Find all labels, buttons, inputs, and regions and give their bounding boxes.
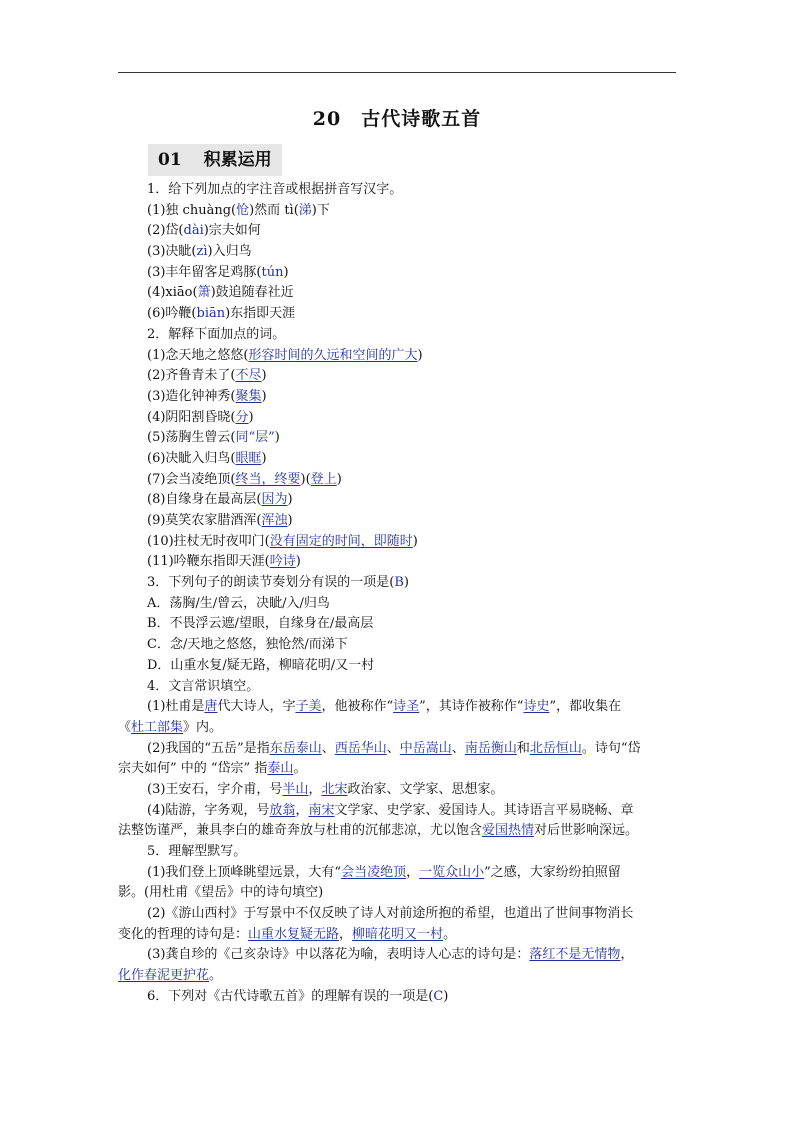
q4-paragraph-2: (2)我国的“五岳”是指东岳泰山、西岳华山、中岳嵩山、南岳衡山和北岳恒山。诗句“岱: [147, 740, 641, 756]
q3-option: D．山重水复/疑无路，柳暗花明/又一村: [147, 657, 375, 673]
section-heading: [148, 144, 282, 176]
question-3-stem: 3．下列句子的朗读节奏划分有误的一项是(B): [147, 575, 409, 591]
q2-item: (6)决眦入归鸟(眼眶): [147, 450, 267, 466]
q3-option: C．念/天地之悠悠，独怆然/而涕下: [147, 637, 348, 653]
q5-paragraph-3-cont: 化作春泥更护花。: [118, 968, 223, 984]
q2-item: (4)阴阳割昏晓(分): [147, 409, 254, 425]
question-6-stem: 6．下列对《古代诗歌五首》的理解有误的一项是(C): [147, 988, 449, 1004]
q5-paragraph-1-cont: 影。(用杜甫《望岳》中的诗句填空): [118, 885, 324, 901]
question-4-stem: 4．文言常识填空。: [147, 678, 260, 694]
q2-item: (11)吟鞭东指即天涯(吟诗): [147, 554, 301, 570]
q3-answer: B: [394, 575, 404, 591]
q1-item: (4)xiāo(箫)鼓追随春社近: [147, 285, 294, 301]
q2-item: (7)会当凌绝顶(终当，终要)(登上): [147, 471, 342, 487]
question-2-stem: 2．解释下面加点的词。: [147, 326, 286, 342]
page-title: 20 古代诗歌五首: [312, 108, 482, 130]
q1-item: (2)岱(dài)宗夫如何: [147, 223, 261, 239]
q4-paragraph-2-cont: 宗夫如何” 中的 “岱宗” 指泰山。: [118, 761, 307, 777]
q4-paragraph-3: (3)王安石，字介甫，号半山，北宋政治家、文学家、思想家。: [147, 781, 504, 797]
q4-paragraph-1-cont: 《杜工部集》内。: [118, 719, 223, 735]
q2-item: (1)念天地之悠悠(形容时间的久远和空间的广大): [147, 347, 423, 363]
q4-paragraph-1: (1)杜甫是唐代大诗人，字子美，他被称作“诗圣”，其诗作被称作“诗史”，都收集在: [147, 699, 622, 715]
header-rule: [118, 72, 676, 73]
q1-item: (3)决眦(zì)入归鸟: [147, 244, 252, 260]
section-label: 积累运用: [203, 150, 272, 170]
exercise-content: [118, 180, 676, 1008]
q1-item: (1)独 chuàng(怆)然而 tì(涕)下: [147, 202, 330, 218]
q3-option: A．荡胸/生/曾云，决眦/入/归鸟: [147, 595, 330, 611]
q4-paragraph-4-cont: 法整饬谨严，兼具李白的雄奇奔放与杜甫的沉郁悲凉，尤以饱含爱国热情对后世影响深远。: [118, 823, 639, 839]
question-5-stem: 5．理解型默写。: [147, 844, 247, 859]
q5-paragraph-2-cont: 变化的哲理的诗句是：山重水复疑无路，柳暗花明又一村。: [118, 926, 457, 942]
q2-item: (8)自缘身在最高层(因为): [147, 492, 293, 508]
q5-paragraph-2: (2)《游山西村》于写景中不仅反映了诗人对前途所抱的希望，也道出了世间事物消长: [147, 906, 634, 922]
q3-option: B．不畏浮云遮/望眼，自缘身在/最高层: [147, 616, 374, 632]
q2-item: (5)荡胸生曾云(同“层”): [147, 430, 280, 446]
question-1-stem: 1．给下列加点的字注音或根据拼音写汉字。: [147, 182, 403, 197]
q2-item: (10)拄杖无时夜叩门(没有固定的时间，即随时): [147, 533, 418, 549]
q1-item: (6)吟鞭(biān)东指即天涯: [147, 306, 296, 322]
q2-item: (2)齐鲁青未了(不尽): [147, 368, 267, 384]
q6-answer: C: [433, 988, 444, 1004]
q4-paragraph-4: (4)陆游，字务观，号放翁，南宋文学家、史学家、爱国诗人。其诗语言平易晓畅、章: [147, 802, 634, 818]
q1-item: (3)丰年留客足鸡豚(tún): [147, 264, 289, 280]
q5-paragraph-3: (3)龚自珍的《己亥杂诗》中以落花为喻，表明诗人心志的诗句是：落红不是无情物，: [147, 947, 634, 963]
section-number: 01: [158, 150, 182, 170]
q5-paragraph-1: (1)我们登上顶峰眺望远景，大有“会当凌绝顶，一览众山小”之感，大家纷纷拍照留: [147, 864, 621, 880]
q2-item: (3)造化钟神秀(聚集): [147, 388, 267, 404]
q2-item: (9)莫笑农家腊酒浑(浑浊): [147, 513, 293, 528]
